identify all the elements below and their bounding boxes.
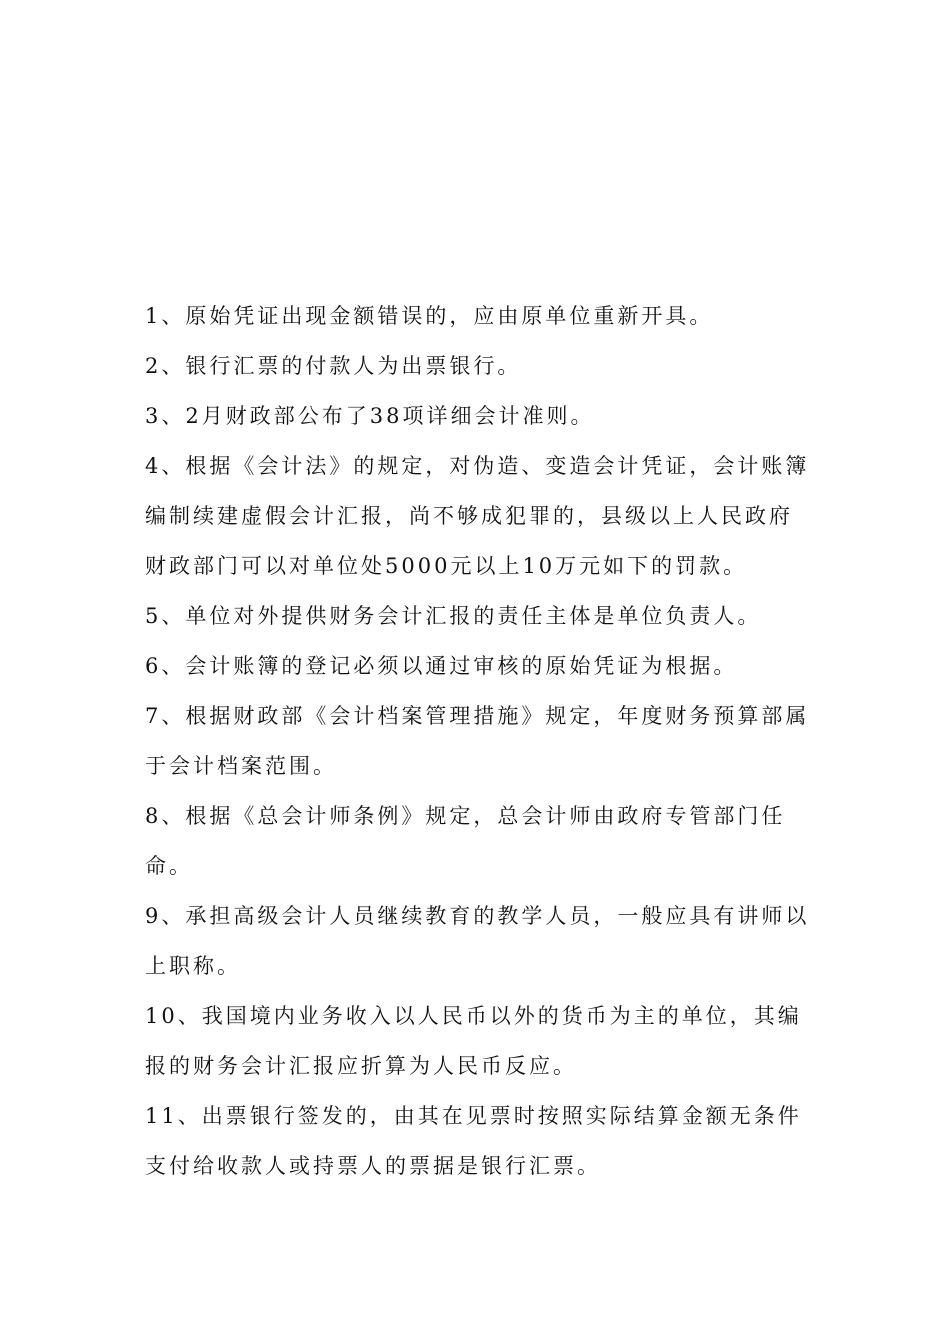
list-item: 5、单位对外提供财务会计汇报的责任主体是单位负责人。 — [145, 604, 762, 628]
list-item: 9、承担高级会计人员继续教育的教学人员，一般应具有讲师以上职称。 — [145, 904, 810, 978]
list-item: 1、原始凭证出现金额错误的，应由原单位重新开具。 — [145, 304, 714, 328]
list-item: 7、根据财政部《会计档案管理措施》规定，年度财务预算部属于会计档案范围。 — [145, 704, 810, 778]
list-item: 6、会计账簿的登记必须以通过审核的原始凭证为根据。 — [145, 654, 738, 678]
list-item: 8、根据《总会计师条例》规定，总会计师由政府专管部门任命。 — [145, 804, 786, 878]
document-body — [145, 291, 810, 1191]
list-item: 3、2月财政部公布了38项详细会计准则。 — [145, 404, 595, 428]
list-item: 11、出票银行签发的，由其在见票时按照实际结算金额无条件支付给收款人或持票人的票据是银行汇票。 — [145, 1104, 802, 1178]
list-item: 2、银行汇票的付款人为出票银行。 — [145, 354, 522, 378]
list-item: 4、根据《会计法》的规定，对伪造、变造会计凭证，会计账簿编制续建虚假会计汇报，尚不够成犯罪的，县级以上人民政府财政部门可以对单位处5000元以上10万元如下的罚款。 — [145, 454, 810, 578]
list-item: 10、我国境内业务收入以人民币以外的货币为主的单位，其编报的财务会计汇报应折算为人民币反应。 — [145, 1004, 802, 1078]
